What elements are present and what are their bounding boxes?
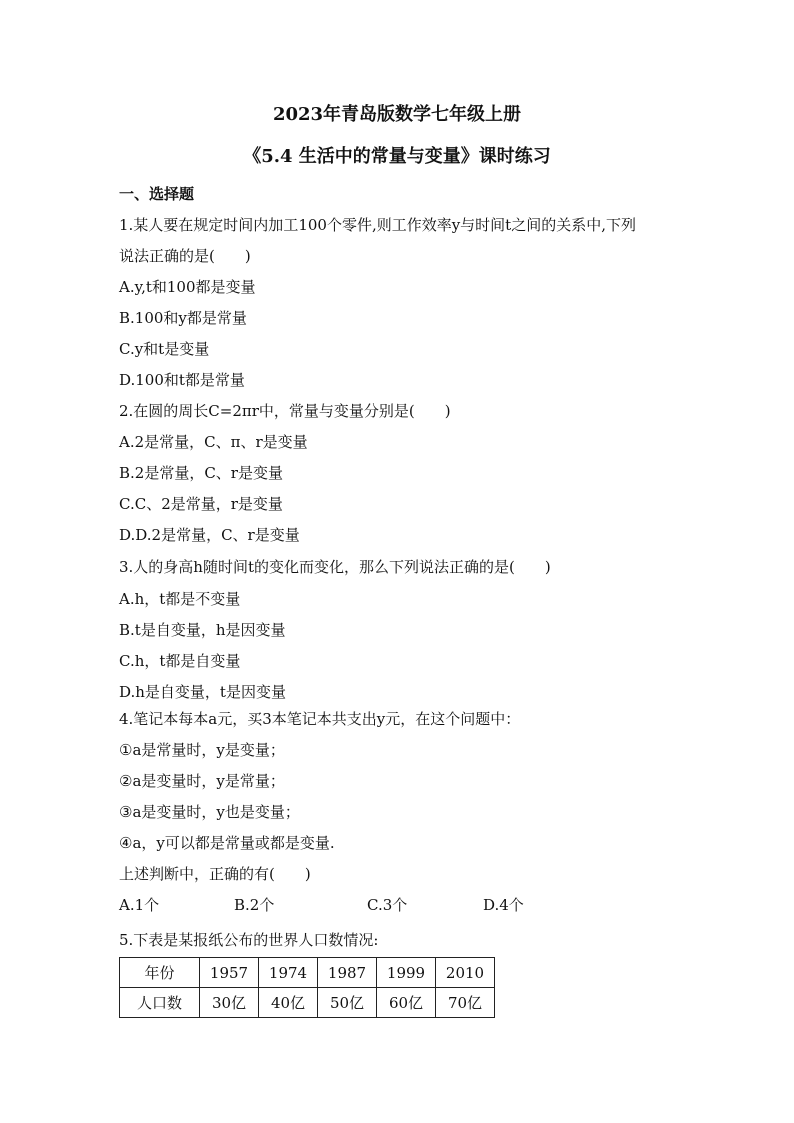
q2-option-b: B.2是常量，C、r是变量 [119,464,283,482]
table-cell: 1987 [318,958,377,988]
q1-stem-line2: 说法正确的是( ) [119,247,251,265]
q1-option-c: C.y和t是变量 [119,340,210,358]
table-cell: 1957 [200,958,259,988]
q3-stem: 3.人的身高h随时间t的变化而变化，那么下列说法正确的是( ) [119,558,551,576]
table-cell: 1974 [259,958,318,988]
q2-stem: 2.在圆的周长C=2πr中，常量与变量分别是( ) [119,402,451,420]
q4-option-b: B.2个 [234,896,275,914]
document-subtitle: 《5.4 生活中的常量与变量》课时练习 [243,146,551,167]
table-cell: 2010 [436,958,495,988]
q4-statement-2: ②a是变量时，y是常量； [119,772,285,790]
q5-stem: 5.下表是某报纸公布的世界人口数情况: [119,931,379,949]
table-cell: 年份 [120,958,200,988]
q4-statement-4: ④a，y可以都是常量或都是变量. [119,834,335,852]
q3-option-d: D.h是自变量，t是因变量 [119,683,286,701]
table-cell: 30亿 [200,988,259,1018]
q3-option-b: B.t是自变量，h是因变量 [119,621,286,639]
q2-option-a: A.2是常量，C、π、r是变量 [119,433,308,451]
document-title: 2023年青岛版数学七年级上册 [272,104,522,125]
table-row-year [120,958,495,988]
table-cell: 50亿 [318,988,377,1018]
q1-option-b: B.100和y都是常量 [119,309,247,327]
q4-statement-1: ①a是常量时，y是变量； [119,741,285,759]
table-cell: 70亿 [436,988,495,1018]
q4-question: 上述判断中，正确的有( ) [119,865,311,883]
table-cell: 1999 [377,958,436,988]
q4-option-d: D.4个 [483,896,524,914]
q4-options-row [0,895,794,917]
table-cell: 人口数 [120,988,200,1018]
q1-stem-line1: 1.某人要在规定时间内加工100个零件,则工作效率y与时间t之间的关系中,下列 [119,216,636,234]
table-cell: 40亿 [259,988,318,1018]
section-heading: 一、选择题 [119,185,195,203]
population-table [119,957,495,1018]
table-cell: 60亿 [377,988,436,1018]
q1-option-d: D.100和t都是常量 [119,371,245,389]
q2-option-d: D.D.2是常量，C、r是变量 [119,526,300,544]
q3-option-a: A.h，t都是不变量 [119,590,241,608]
q4-statement-3: ③a是变量时，y也是变量； [119,803,300,821]
q4-stem: 4.笔记本每本a元，买3本笔记本共支出y元，在这个问题中： [119,710,521,728]
table-row-population [120,988,495,1018]
q3-option-c: C.h，t都是自变量 [119,652,241,670]
q4-option-a: A.1个 [119,896,160,914]
q1-option-a: A.y,t和100都是变量 [119,278,256,296]
q4-option-c: C.3个 [367,896,408,914]
q2-option-c: C.C、2是常量，r是变量 [119,495,283,513]
